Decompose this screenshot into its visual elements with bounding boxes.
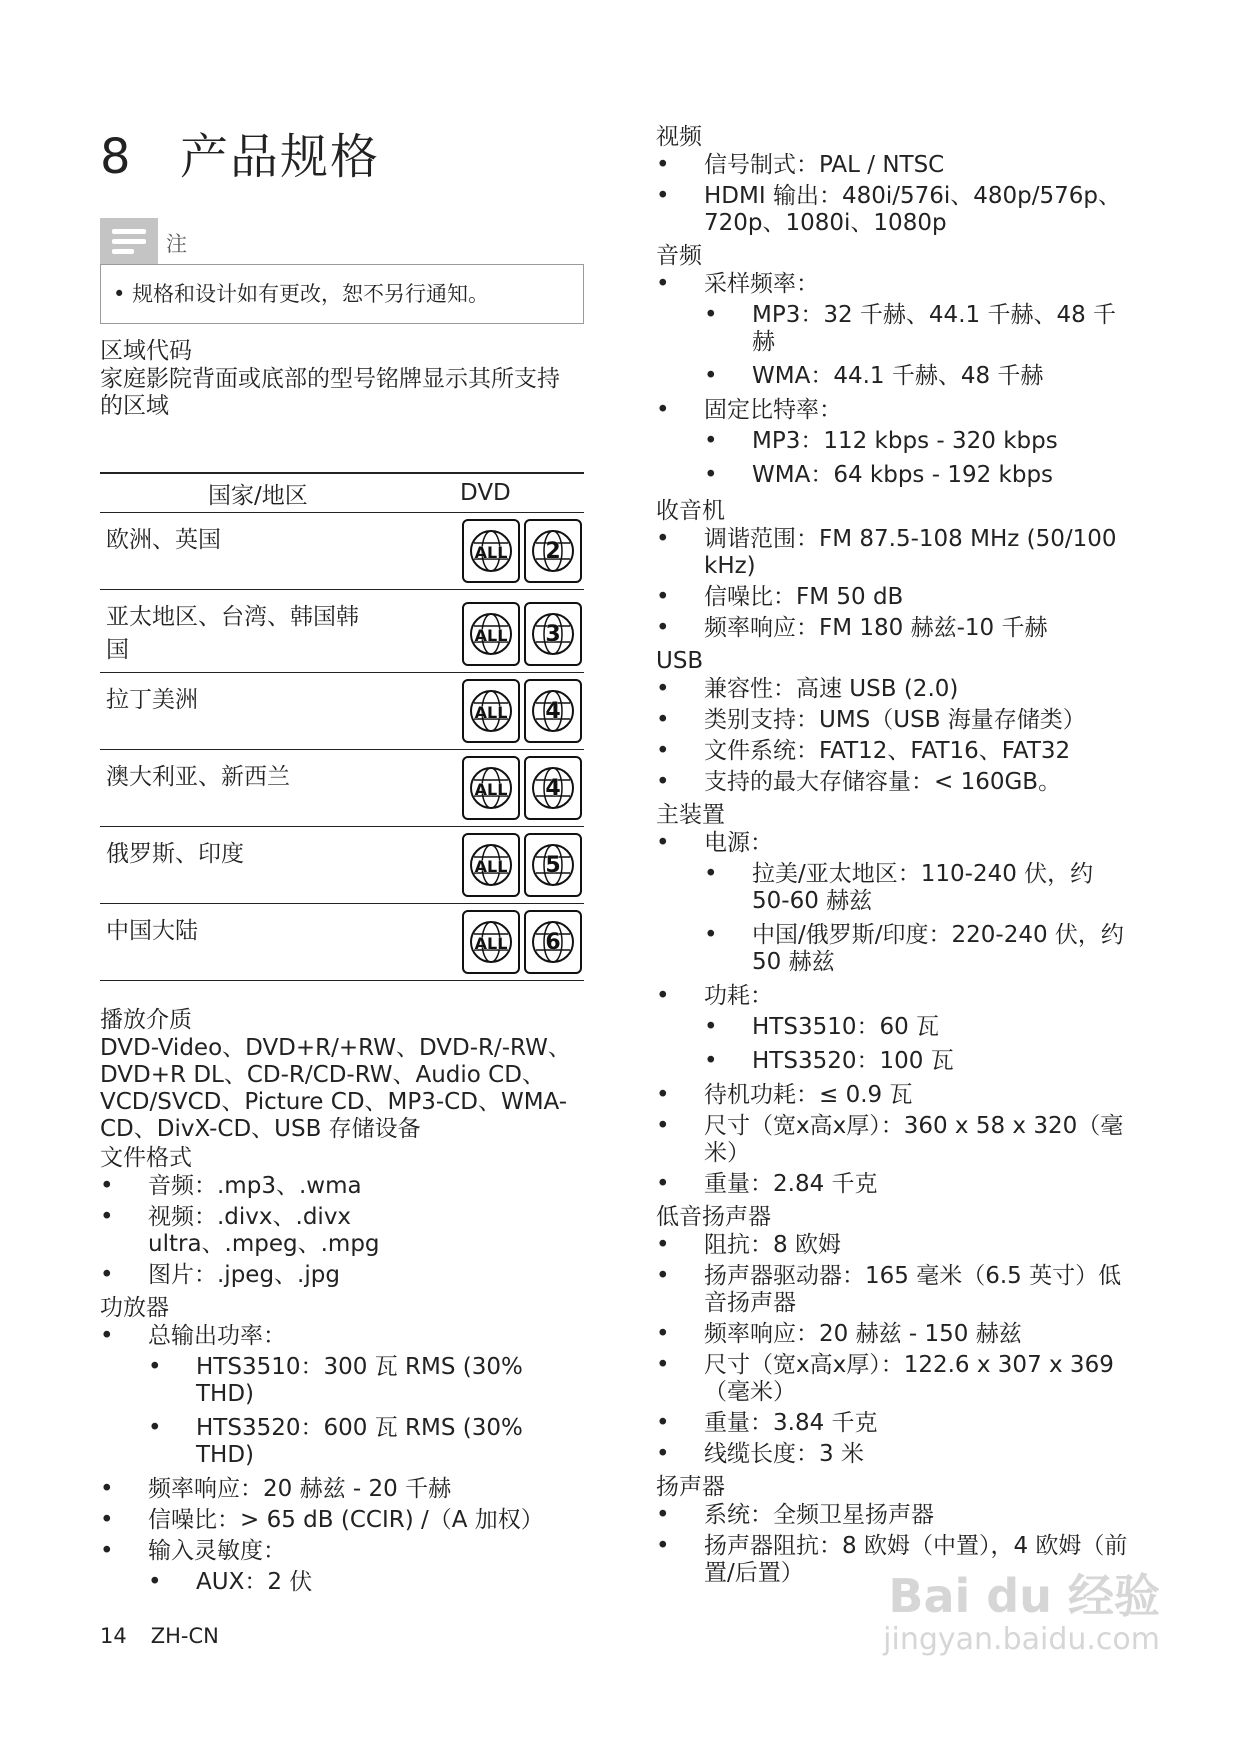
svg-text:3: 3 xyxy=(545,622,561,647)
svg-text:ALL: ALL xyxy=(474,543,508,562)
chapter-number: 8 xyxy=(100,129,133,185)
list-item: • AUX：2 伏 xyxy=(100,1569,588,1596)
list-item: • 尺寸（宽x高x厚）：360 x 58 x 320（毫米） xyxy=(656,1113,1138,1167)
region-country: 澳大利亚、新西兰 xyxy=(100,750,387,827)
list-item: • 文件系统：FAT12、FAT16、FAT32 xyxy=(656,738,1138,765)
chapter-title: 产品规格 xyxy=(180,129,381,185)
list-item: • 视频：.divx、.divx ultra、.mpeg、.mpg xyxy=(100,1204,588,1258)
list-item: • 信噪比：FM 50 dB xyxy=(656,584,1138,611)
list-item: • 线缆长度：3 米 xyxy=(656,1441,1138,1468)
language-code: ZH-CN xyxy=(150,1624,219,1648)
radio-heading: 收音机 xyxy=(656,498,725,524)
note-icon xyxy=(100,218,158,264)
list-item: • 调谐范围：FM 87.5-108 MHz (50/100 kHz) xyxy=(656,526,1138,580)
region-code-icon xyxy=(524,756,582,820)
svg-text:6: 6 xyxy=(545,930,561,955)
video-heading: 视频 xyxy=(656,124,702,150)
page-number: 14 xyxy=(100,1624,127,1648)
region-all-icon xyxy=(462,679,520,743)
right-column xyxy=(656,122,1138,1591)
list-item: • 尺寸（宽x高x厚）：122.6 x 307 x 369（毫米） xyxy=(656,1352,1138,1406)
list-item: • WMA：64 kbps - 192 kbps xyxy=(656,462,1138,489)
list-item: • 兼容性：高速 USB (2.0) xyxy=(656,676,1138,703)
region-all-icon xyxy=(462,756,520,820)
list-item: • 频率响应：20 赫兹 - 150 赫兹 xyxy=(656,1321,1138,1348)
region-code-icon xyxy=(524,602,582,666)
svg-text:5: 5 xyxy=(545,853,561,878)
note-label: 注 xyxy=(166,232,187,256)
list-item: • 重量：3.84 千克 xyxy=(656,1410,1138,1437)
watermark-url: jingyan.baidu.com xyxy=(883,1622,1160,1657)
svg-text:4: 4 xyxy=(545,699,561,724)
watermark-logo: Bai du 经验 xyxy=(888,1569,1160,1623)
region-desc: 家庭影院背面或底部的型号铭牌显示其所支持的区域 xyxy=(100,366,560,419)
table-row xyxy=(100,827,584,904)
chapter-heading xyxy=(100,118,380,187)
list-item: • 电源： xyxy=(656,830,1138,857)
list-item: • MP3：112 kbps - 320 kbps xyxy=(656,428,1138,455)
subwoofer-heading: 低音扬声器 xyxy=(656,1204,771,1230)
formats-heading: 文件格式 xyxy=(100,1145,192,1171)
list-item: • 输入灵敏度： xyxy=(100,1538,588,1565)
list-item: • 支持的最大存储容量：< 160GB。 xyxy=(656,769,1138,796)
speakers-heading: 扬声器 xyxy=(656,1474,725,1500)
region-code-icon xyxy=(524,519,582,583)
region-heading: 区域代码 xyxy=(100,338,192,364)
region-all-icon xyxy=(462,602,520,666)
media-text: DVD-Video、DVD+R/+RW、DVD-R/-RW、DVD+R DL、CD-R/CD-RW、Audio CD、VCD/SVCD、Picture CD、MP3-CD、WMA-CD、DivX-CD、USB 存储设备 xyxy=(100,1035,571,1142)
svg-text:ALL: ALL xyxy=(474,703,508,722)
note-text: 规格和设计如有更改，恕不另行通知。 xyxy=(132,282,490,306)
region-country: 欧洲、英国 xyxy=(100,513,387,590)
left-column xyxy=(100,336,588,1603)
list-item: • MP3：32 千赫、44.1 千赫、48 千赫 xyxy=(656,302,1138,356)
list-item: • HDMI 输出：480i/576i、480p/576p、720p、1080i、1080p xyxy=(656,183,1138,237)
audio-heading: 音频 xyxy=(656,243,702,269)
svg-text:4: 4 xyxy=(545,776,561,801)
svg-text:ALL: ALL xyxy=(474,626,508,645)
amp-heading: 功放器 xyxy=(100,1295,169,1321)
list-item: • 阻抗：8 欧姆 xyxy=(656,1232,1138,1259)
list-item: • 频率响应：20 赫兹 - 20 千赫 xyxy=(100,1476,588,1503)
list-item: • 信号制式：PAL / NTSC xyxy=(656,152,1138,179)
svg-text:ALL: ALL xyxy=(474,857,508,876)
region-country: 拉丁美洲 xyxy=(100,673,387,750)
svg-text:ALL: ALL xyxy=(474,780,508,799)
table-row xyxy=(100,590,584,673)
list-item: • 扬声器阻抗：8 欧姆（中置），4 欧姆（前置/后置） xyxy=(656,1533,1138,1587)
list-item: • 类别支持：UMS（USB 海量存储类） xyxy=(656,707,1138,734)
list-item: • 系统：全频卫星扬声器 xyxy=(656,1502,1138,1529)
region-all-icon xyxy=(462,833,520,897)
list-item: • WMA：44.1 千赫、48 千赫 xyxy=(656,363,1138,390)
list-item: • 总输出功率： xyxy=(100,1323,588,1350)
table-row xyxy=(100,904,584,981)
list-item: • 固定比特率： xyxy=(656,397,1138,424)
list-item: • 频率响应：FM 180 赫兹-10 千赫 xyxy=(656,615,1138,642)
list-item: • 音频：.mp3、.wma xyxy=(100,1173,588,1200)
col-dvd: DVD xyxy=(387,473,584,513)
page-footer xyxy=(100,1624,243,1648)
svg-text:ALL: ALL xyxy=(474,934,508,953)
list-item: • 中国/俄罗斯/印度：220-240 伏，约 50 赫兹 xyxy=(656,922,1138,976)
list-item: • 重量：2.84 千克 xyxy=(656,1171,1138,1198)
region-country: 亚太地区、台湾、韩国韩国 xyxy=(100,590,387,673)
list-item: • 待机功耗：≤ 0.9 瓦 xyxy=(656,1082,1138,1109)
list-item: • HTS3520：100 瓦 xyxy=(656,1048,1138,1075)
table-row xyxy=(100,673,584,750)
table-row xyxy=(100,513,584,590)
table-row xyxy=(100,750,584,827)
region-all-icon xyxy=(462,910,520,974)
list-item: • 信噪比：> 65 dB (CCIR) /（A 加权） xyxy=(100,1507,588,1534)
region-code-icon xyxy=(524,833,582,897)
region-table xyxy=(100,472,584,981)
region-code-icon xyxy=(524,910,582,974)
region-code-icon xyxy=(524,679,582,743)
list-item: • HTS3510：300 瓦 RMS (30% THD) xyxy=(100,1354,588,1408)
main-unit-heading: 主装置 xyxy=(656,802,725,828)
list-item: • 图片：.jpeg、.jpg xyxy=(100,1262,588,1289)
list-item: • 扬声器驱动器：165 毫米（6.5 英寸）低音扬声器 xyxy=(656,1263,1138,1317)
svg-text:2: 2 xyxy=(545,539,561,564)
list-item: • 功耗： xyxy=(656,983,1138,1010)
list-item: • HTS3510：60 瓦 xyxy=(656,1014,1138,1041)
note-box: 注 • 规格和设计如有更改，恕不另行通知。 xyxy=(100,218,584,324)
list-item: • HTS3520：600 瓦 RMS (30% THD) xyxy=(100,1415,588,1469)
media-heading: 播放介质 xyxy=(100,1007,192,1033)
list-item: • 拉美/亚太地区：110-240 伏，约 50-60 赫兹 xyxy=(656,861,1138,915)
list-item: • 采样频率： xyxy=(656,271,1138,298)
region-all-icon xyxy=(462,519,520,583)
region-country: 中国大陆 xyxy=(100,904,387,981)
col-country: 国家/地区 xyxy=(100,473,387,513)
region-country: 俄罗斯、印度 xyxy=(100,827,387,904)
usb-heading: USB xyxy=(656,648,704,674)
